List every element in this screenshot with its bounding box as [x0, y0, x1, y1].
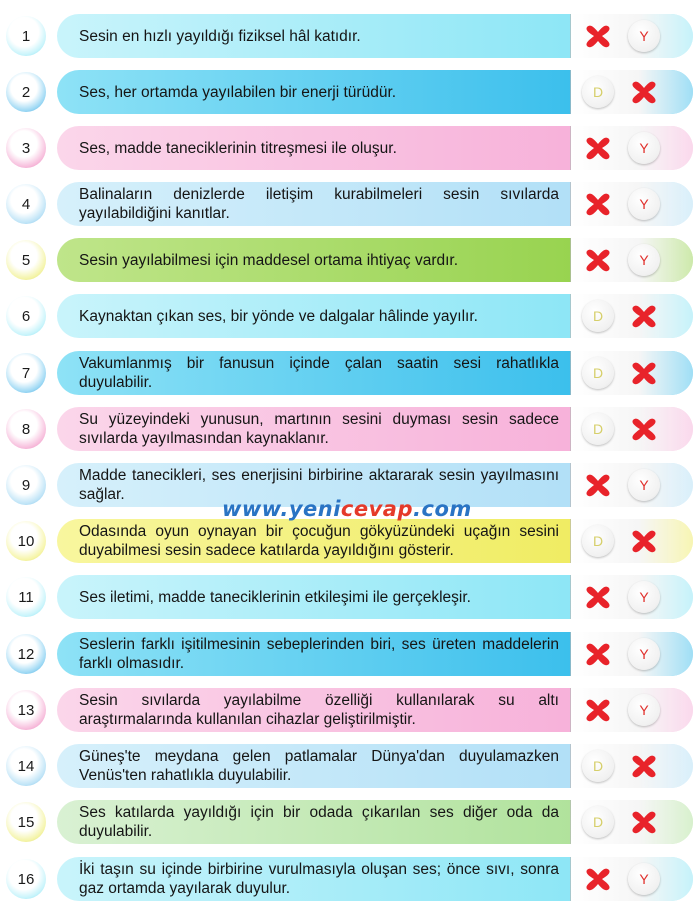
statement-number: 15: [6, 802, 46, 842]
statement-row: [0, 570, 698, 626]
statement-row: [0, 121, 698, 177]
statement-bar: [57, 14, 693, 58]
statement-bar: [57, 744, 693, 788]
statement-row: [0, 852, 698, 908]
statement-number: 7: [6, 353, 46, 393]
statement-text: Güneş'te meydana gelen patlamalar Dünya'dan duyulamazken Venüs'ten rahatlıkla duyulabilir.: [79, 748, 559, 784]
statement-bar: [57, 857, 693, 901]
answer-options: [570, 688, 693, 732]
statement-text: Vakumlanmış bir fanusun içinde çalan saatin sesi rahatlıkla duyulabilir.: [79, 355, 559, 391]
statement-bar: [57, 519, 693, 563]
answer-options: [570, 857, 693, 901]
cross-mark-icon[interactable]: [580, 636, 616, 672]
statement-number: 14: [6, 746, 46, 786]
false-option-button[interactable]: Y: [628, 469, 660, 501]
cross-mark-icon[interactable]: [580, 467, 616, 503]
statement-bar: [57, 70, 693, 114]
statement-text: Sesin en hızlı yayıldığı fiziksel hâl katıdır.: [79, 27, 361, 45]
answer-options: [570, 407, 693, 451]
statement-number: 10: [6, 521, 46, 561]
false-option-button[interactable]: Y: [628, 581, 660, 613]
statement-bar: [57, 800, 693, 844]
statement-bar: [57, 351, 693, 395]
cross-mark-icon[interactable]: [626, 74, 662, 110]
statement-number: 11: [6, 577, 46, 617]
statement-bar: [57, 182, 693, 226]
answer-options: [570, 238, 693, 282]
answer-options: [570, 182, 693, 226]
statement-number: 13: [6, 690, 46, 730]
statement-row: [0, 233, 698, 289]
statement-row: [0, 346, 698, 402]
statement-number: 1: [6, 16, 46, 56]
true-option-button[interactable]: D: [582, 300, 614, 332]
true-option-button[interactable]: D: [582, 750, 614, 782]
statement-bar: [57, 688, 693, 732]
cross-mark-icon[interactable]: [580, 130, 616, 166]
statement-text: Kaynaktan çıkan ses, bir yönde ve dalgalar hâlinde yayılır.: [79, 307, 478, 325]
statement-text: Madde tanecikleri, ses enerjisini birbirine aktararak sesin yayılmasını sağlar.: [79, 467, 559, 503]
statement-row: [0, 683, 698, 739]
cross-mark-icon[interactable]: [580, 242, 616, 278]
false-option-button[interactable]: Y: [628, 188, 660, 220]
statement-text: Ses, her ortamda yayılabilen bir enerji türüdür.: [79, 83, 397, 101]
statement-row: [0, 795, 698, 851]
answer-options: [570, 70, 693, 114]
statement-bar: [57, 632, 693, 676]
statement-text: Ses, madde taneciklerinin titreşmesi ile oluşur.: [79, 139, 397, 157]
cross-mark-icon[interactable]: [626, 411, 662, 447]
answer-options: [570, 519, 693, 563]
false-option-button[interactable]: Y: [628, 863, 660, 895]
true-option-button[interactable]: D: [582, 525, 614, 557]
true-option-button[interactable]: D: [582, 806, 614, 838]
statement-text: Balinaların denizlerde iletişim kurabilmeleri sesin sıvılarda yayılabildiğini kanıtlar.: [79, 186, 559, 222]
statement-text: Seslerin farklı işitilmesinin sebeplerinden biri, ses üreten maddelerin farklı olmasıdır.: [79, 636, 559, 672]
false-option-button[interactable]: Y: [628, 244, 660, 276]
true-option-button[interactable]: D: [582, 357, 614, 389]
statement-bar: [57, 126, 693, 170]
answer-options: [570, 351, 693, 395]
statement-number: 3: [6, 128, 46, 168]
cross-mark-icon[interactable]: [626, 298, 662, 334]
cross-mark-icon[interactable]: [626, 748, 662, 784]
cross-mark-icon[interactable]: [580, 692, 616, 728]
false-option-button[interactable]: Y: [628, 20, 660, 52]
statement-row: [0, 627, 698, 683]
statement-row: [0, 177, 698, 233]
statement-text: Sesin sıvılarda yayılabilme özelliği kullanılarak su altı araştırmalarında kullanılan cihazlar geliştirilmiştir.: [79, 692, 559, 728]
statement-number: 4: [6, 184, 46, 224]
statement-number: 6: [6, 296, 46, 336]
cross-mark-icon[interactable]: [580, 861, 616, 897]
cross-mark-icon[interactable]: [626, 523, 662, 559]
statement-bar: [57, 407, 693, 451]
cross-mark-icon[interactable]: [626, 355, 662, 391]
statement-text: Odasında oyun oynayan bir çocuğun gökyüzündeki uçağın sesini duyabilmesi sesin sadece katılarda yayıldığını gösterir.: [79, 523, 559, 559]
statement-row: [0, 9, 698, 65]
statement-bar: [57, 294, 693, 338]
answer-options: [570, 126, 693, 170]
statement-text: Sesin yayılabilmesi için maddesel ortama ihtiyaç vardır.: [79, 251, 459, 269]
answer-options: [570, 294, 693, 338]
answer-options: [570, 575, 693, 619]
statement-text: İki taşın su içinde birbirine vurulmasıyla oluşan ses; önce sıvı, sonra gaz ortamda yayılarak duyulur.: [79, 861, 559, 897]
statement-number: 12: [6, 634, 46, 674]
statement-text: Su yüzeyindeki yunusun, martının sesini duyması sesin sadece sıvılarda yayılmasından kaynaklanır.: [79, 411, 559, 447]
site-watermark: www.yenicevap.com: [222, 497, 472, 521]
statement-bar: [57, 575, 693, 619]
statement-row: [0, 402, 698, 458]
true-option-button[interactable]: D: [582, 76, 614, 108]
statement-row: [0, 65, 698, 121]
answer-options: [570, 744, 693, 788]
statement-number: 16: [6, 859, 46, 899]
false-option-button[interactable]: Y: [628, 694, 660, 726]
statement-text: Ses katılarda yayıldığı için bir odada çıkarılan ses diğer oda da duyulabilir.: [79, 804, 559, 840]
cross-mark-icon[interactable]: [580, 186, 616, 222]
statement-number: 9: [6, 465, 46, 505]
false-option-button[interactable]: Y: [628, 132, 660, 164]
cross-mark-icon[interactable]: [580, 18, 616, 54]
false-option-button[interactable]: Y: [628, 638, 660, 670]
answer-options: [570, 800, 693, 844]
true-option-button[interactable]: D: [582, 413, 614, 445]
statement-bar: [57, 238, 693, 282]
statement-row: [0, 289, 698, 345]
answer-options: [570, 463, 693, 507]
statement-number: 5: [6, 240, 46, 280]
statement-row: [0, 739, 698, 795]
statement-number: 8: [6, 409, 46, 449]
answer-options: [570, 632, 693, 676]
cross-mark-icon[interactable]: [626, 804, 662, 840]
statement-text: Ses iletimi, madde taneciklerinin etkileşimi ile gerçekleşir.: [79, 588, 471, 606]
statement-number: 2: [6, 72, 46, 112]
answer-options: [570, 14, 693, 58]
cross-mark-icon[interactable]: [580, 579, 616, 615]
